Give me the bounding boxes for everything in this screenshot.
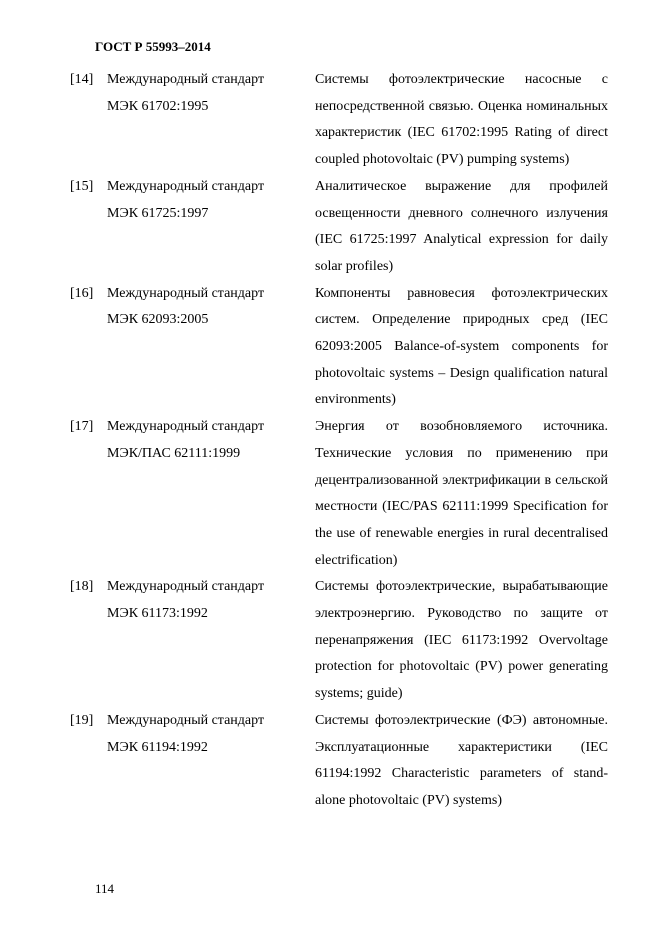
reference-description: Системы фотоэлектрические, вырабатывающие электроэнергию. Руководство по защите от перенапряжения (IEC 61173:1992 Overvoltage protection for photovoltaic (PV) power generating systems; guide)	[315, 579, 608, 702]
reference-item-14	[70, 67, 610, 174]
reference-source-code: МЭК 61173:1992	[107, 606, 208, 622]
reference-source	[107, 414, 315, 574]
reference-item-19	[70, 708, 610, 815]
reference-number: [15]	[70, 178, 94, 194]
page-number: 114	[95, 881, 115, 896]
reference-source-code: МЭК 61725:1997	[107, 205, 209, 221]
reference-source-type: Международный стандарт	[107, 419, 265, 435]
reference-source	[107, 281, 315, 415]
reference-source-code: МЭК/ПАС 62111:1999	[107, 445, 241, 461]
reference-source-type: Международный стандарт	[107, 579, 265, 595]
reference-source-type: Международный стандарт	[107, 285, 265, 301]
reference-source-type: Международный стандарт	[107, 178, 265, 194]
reference-number: [19]	[70, 712, 94, 728]
reference-description: Энергия от возобновляемого источника. Технические условия по применению при децентрализованной электрификации в сельской местности (IEC/PAS 62111:1999 Specification for the use of renewable energies in rural decentralised electrification)	[315, 419, 608, 568]
reference-source	[107, 574, 315, 708]
reference-description: Аналитическое выражение для профилей освещенности дневного солнечного излучения (IEC 61725:1997 Analytical expression for daily solar profiles)	[315, 178, 608, 274]
reference-description: Системы фотоэлектрические (ФЭ) автономные. Эксплуатационные характеристики (IEC 61194:1992 Characteristic parameters of stand-alone photovoltaic (PV) systems)	[315, 712, 608, 808]
reference-description: Системы фотоэлектрические насосные с непосредственной связью. Оценка номинальных характеристик (IEC 61702:1995 Rating of direct coupled photovoltaic (PV) pumping systems)	[315, 72, 608, 168]
reference-number: [18]	[70, 579, 94, 595]
reference-item-18	[70, 574, 610, 708]
reference-source	[107, 708, 315, 815]
reference-source-type: Международный стандарт	[107, 712, 265, 728]
reference-source-type: Международный стандарт	[107, 72, 265, 87]
reference-source-code: МЭК 62093:2005	[107, 312, 209, 328]
reference-number: [16]	[70, 285, 94, 301]
reference-source-code: МЭК 61194:1992	[107, 739, 208, 755]
reference-item-16	[70, 281, 610, 415]
reference-source-code: МЭК 61702:1995	[107, 98, 209, 114]
reference-item-15	[70, 174, 610, 281]
reference-source	[107, 174, 315, 281]
reference-description: Компоненты равновесия фотоэлектрических систем. Определение природных сред (IEC 62093:2005 Balance-of-system components for photovoltaic systems – Design qualification natural environments)	[315, 285, 608, 408]
reference-number: [14]	[70, 72, 94, 87]
reference-source	[107, 67, 315, 174]
reference-number: [17]	[70, 419, 94, 435]
reference-item-17	[70, 414, 610, 574]
document-header: ГОСТ Р 55993–2014	[95, 39, 211, 54]
reference-list	[70, 67, 610, 815]
